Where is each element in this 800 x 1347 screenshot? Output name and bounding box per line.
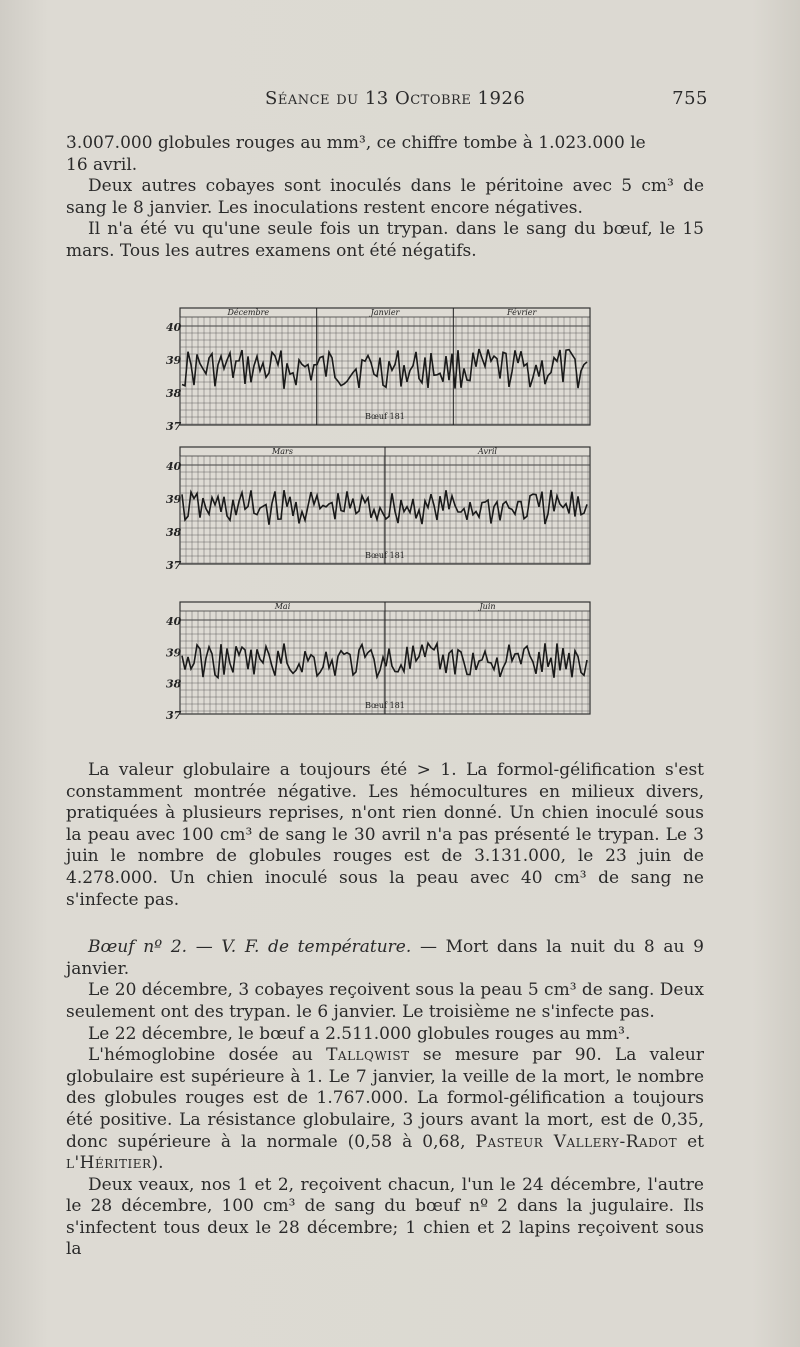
chart-y-label: 39 (166, 354, 182, 367)
chart-y-label: 37 (166, 420, 182, 433)
author-tallqwist: Tallqwist (326, 1045, 410, 1066)
paragraph-5-rest: — Mort dans la nuit du 8 au 9 janvier. (66, 937, 704, 979)
paragraph-3: Il n'a été vu qu'une seule fois un trypan. dans le sang du bœuf, le 15 mars. Tous les autres examens ont été négatifs. (66, 219, 704, 261)
paragraph-5 (66, 937, 704, 980)
temperature-chart-1-svg (165, 298, 595, 433)
chart-y-label: 38 (166, 677, 182, 691)
temperature-chart-1 (165, 298, 595, 433)
running-header (0, 88, 800, 118)
chart-y-label: 38 (166, 526, 182, 539)
chart-y-label: 40 (166, 321, 182, 334)
paragraph-2: Deux autres cobayes sont inoculés dans le péritoine avec 5 cm³ de sang le 8 janvier. Les inoculations restent encore négatives. (66, 176, 704, 218)
page-number: 755 (672, 88, 708, 109)
chart-animal-label: Bœuf 181 (365, 701, 405, 710)
paragraph-7: Le 22 décembre, le bœuf a 2.511.000 globules rouges au mm³. (88, 1023, 631, 1044)
chart-y-label: 39 (166, 493, 182, 506)
paragraph-8-b: se mesure par 90. La valeur globulaire est supérieure à 1. Le 7 janvier, la veille de la mort, le nombre des globules rouges est de 1.767.000. La formol-gélification a toujours été positive. La résistance globulaire, 3 jours avant la mort, est de 0,35, donc supérieure à la normale (0,58 à 0,68, (66, 1045, 704, 1152)
chart-month-label: Février (507, 308, 537, 317)
temperature-chart-3 (165, 592, 595, 722)
top-text-block (66, 133, 704, 263)
chart-y-label: 40 (166, 460, 182, 473)
paragraph-1-line-1: 3.007.000 globules rouges au mm³, ce chiffre tombe à 1.023.000 le (66, 133, 646, 153)
paragraph-9: Deux veaux, nos 1 et 2, reçoivent chacun, l'un le 24 décembre, l'autre le 28 décembre, 100 cm³ de sang du bœuf nº 2 dans la jugulaire. Ils s'infectent tous deux le 28 décembre; 1 chien et 2 lapins reçoivent sous la (66, 1174, 704, 1260)
paragraph-6: Le 20 décembre, 3 cobayes reçoivent sous la peau 5 cm³ de sang. Deux seulement ont des trypan. le 6 janvier. Le troisième ne s'infecte pas. (66, 980, 704, 1022)
chart-month-label: Mai (274, 602, 291, 611)
paragraph-4: La valeur globulaire a toujours été > 1. La formol-gélification s'est constamment montrée négative. Les hémocultures en milieux divers, pratiquées à plusieurs reprises, n'ont rien donné. Un chien inoculé sous la peau avec 100 cm³ de sang le 30 avril n'a pas présenté le trypan. Le 3 juin le nombre de globules rouges est de 3.131.000, le 23 juin de 4.278.000. Un chien inoculé sous la peau avec 40 cm³ de sang ne s'infecte pas. (66, 760, 704, 910)
chart-y-label: 38 (166, 387, 182, 400)
chart-y-label: 37 (166, 559, 182, 572)
temperature-chart-2 (165, 437, 595, 572)
chart-y-label: 40 (166, 615, 182, 628)
paragraph-1-line-2: 16 avril. (66, 154, 138, 175)
chart-y-label: 37 (166, 709, 182, 722)
section-heading-boeuf-2: Bœuf nº 2. — V. F. de température. (88, 937, 412, 958)
chart-animal-label: Bœuf 181 (365, 551, 405, 560)
chart-month-label: Avril (478, 447, 497, 456)
paragraph-8 (66, 1045, 704, 1175)
temperature-chart-3-svg (165, 592, 595, 722)
author-pasteur-vallery-radot: Pasteur Vallery-Radot (475, 1131, 678, 1152)
paragraph-8-c: et (677, 1131, 705, 1152)
chart-month-label: Juin (479, 602, 496, 611)
header-title: Séance du 13 Octobre 1926 (265, 88, 526, 109)
chart-month-label: Janvier (370, 308, 400, 317)
chart-y-label: 39 (166, 646, 182, 660)
bottom-text-block (66, 760, 704, 1261)
paragraph-8-d: ). (151, 1153, 164, 1174)
paragraph-8-a: L'hémoglobine dosée au (88, 1045, 327, 1066)
chart-month-label: Décembre (227, 308, 270, 317)
author-lheritier: l'Héritier (66, 1153, 152, 1174)
temperature-chart-2-svg (165, 437, 595, 572)
chart-month-label: Mars (272, 447, 293, 456)
chart-animal-label: Bœuf 181 (365, 412, 405, 421)
